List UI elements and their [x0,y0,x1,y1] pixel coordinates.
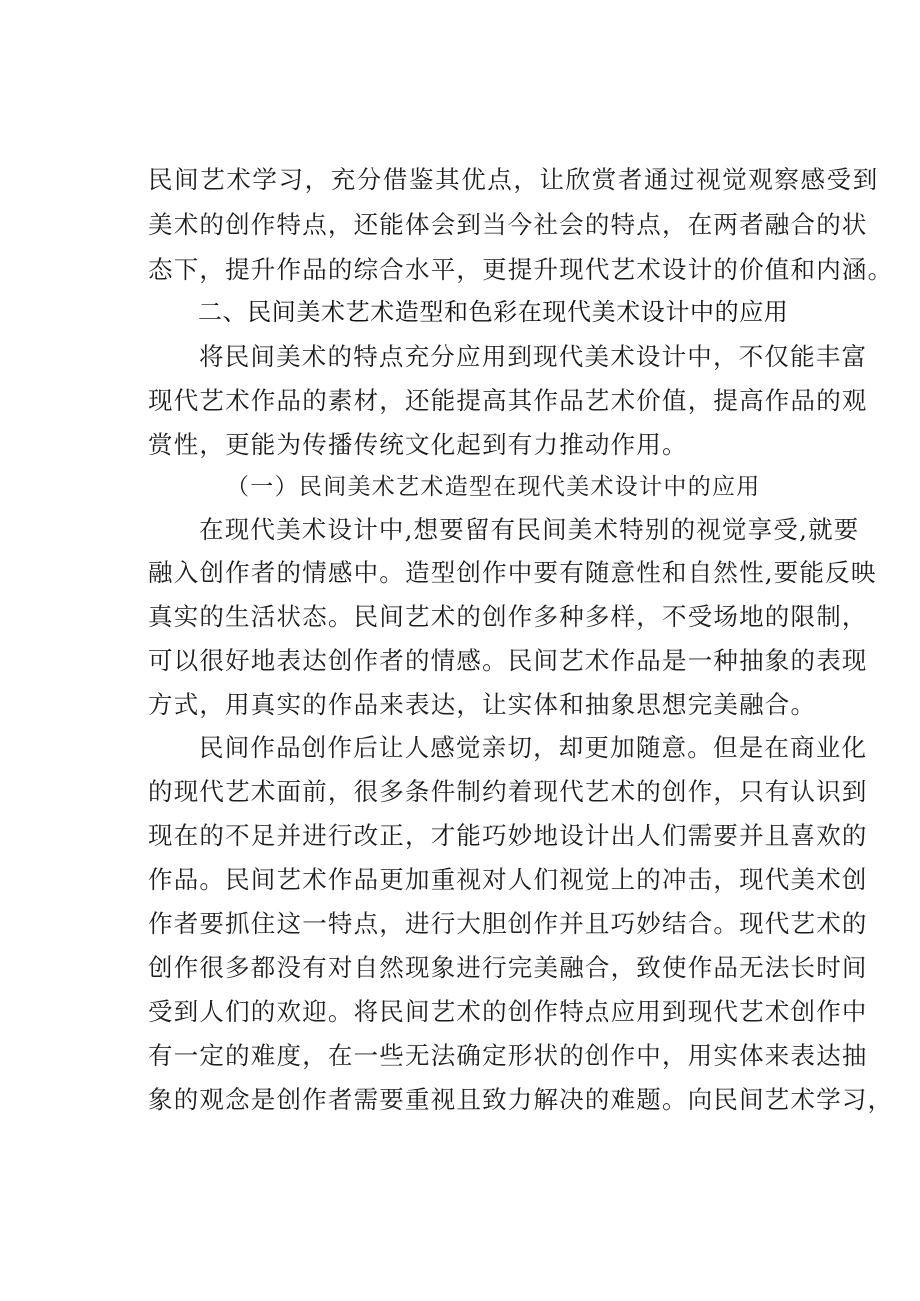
text-line: 创作很多都没有对自然现象进行完美融合，致使作品无法长时间 [148,953,868,982]
text-line: 有一定的难度，在一些无法确定形状的创作中，用实体来表达抽 [148,1041,868,1070]
text-line: 象的观念是创作者需要重视且致力解决的难题。向民间艺术学习， [148,1085,894,1114]
text-line: 民间作品创作后让人感觉亲切，却更加随意。但是在商业化 [199,733,868,762]
text-line: 的现代艺术面前，很多条件制约着现代艺术的创作，只有认识到 [148,777,868,806]
subsection-heading: （一）民间美术艺术造型在现代美术设计中的应用 [226,474,761,500]
text-line: 现代艺术作品的素材，还能提高其作品艺术价值，提高作品的观 [148,386,868,415]
text-line: 在现代美术设计中,想要留有民间美术特别的视觉享受,就要 [199,515,860,544]
text-line: 现在的不足并进行改正，才能巧妙地设计出人们需要并且喜欢的 [148,821,868,850]
text-line: 态下，提升作品的综合水平，更提升现代艺术设计的价值和内涵。 [148,255,894,284]
text-line: 作品。民间艺术作品更加重视对人们视觉上的冲击，现代美术创 [148,865,868,894]
text-line: 方式，用真实的作品来表达，让实体和抽象思想完美融合。 [148,690,817,719]
text-line: 美术的创作特点，还能体会到当今社会的特点，在两者融合的状 [148,210,868,239]
text-line: 真实的生活状态。民间艺术的创作多种多样，不受场地的限制， [148,602,868,631]
text-line: 将民间美术的特点充分应用到现代美术设计中，不仅能丰富 [199,342,868,371]
text-line: 融入创作者的情感中。造型创作中要有随意性和自然性,要能反映 [148,558,877,587]
text-line: 作者要抓住这一特点，进行大胆创作并且巧妙结合。现代艺术的 [148,909,868,938]
text-line: 赏性，更能为传播传统文化起到有力推动作用。 [148,430,688,459]
text-line: 受到人们的欢迎。将民间艺术的创作特点应用到现代艺术创作中 [148,997,868,1026]
text-line: 民间艺术学习，充分借鉴其优点，让欣赏者通过视觉观察感受到 [148,165,879,194]
text-line: 可以很好地表达创作者的情感。民间艺术作品是一种抽象的表现 [148,646,868,675]
section-heading: 二、民间美术艺术造型和色彩在现代美术设计中的应用 [198,298,789,326]
